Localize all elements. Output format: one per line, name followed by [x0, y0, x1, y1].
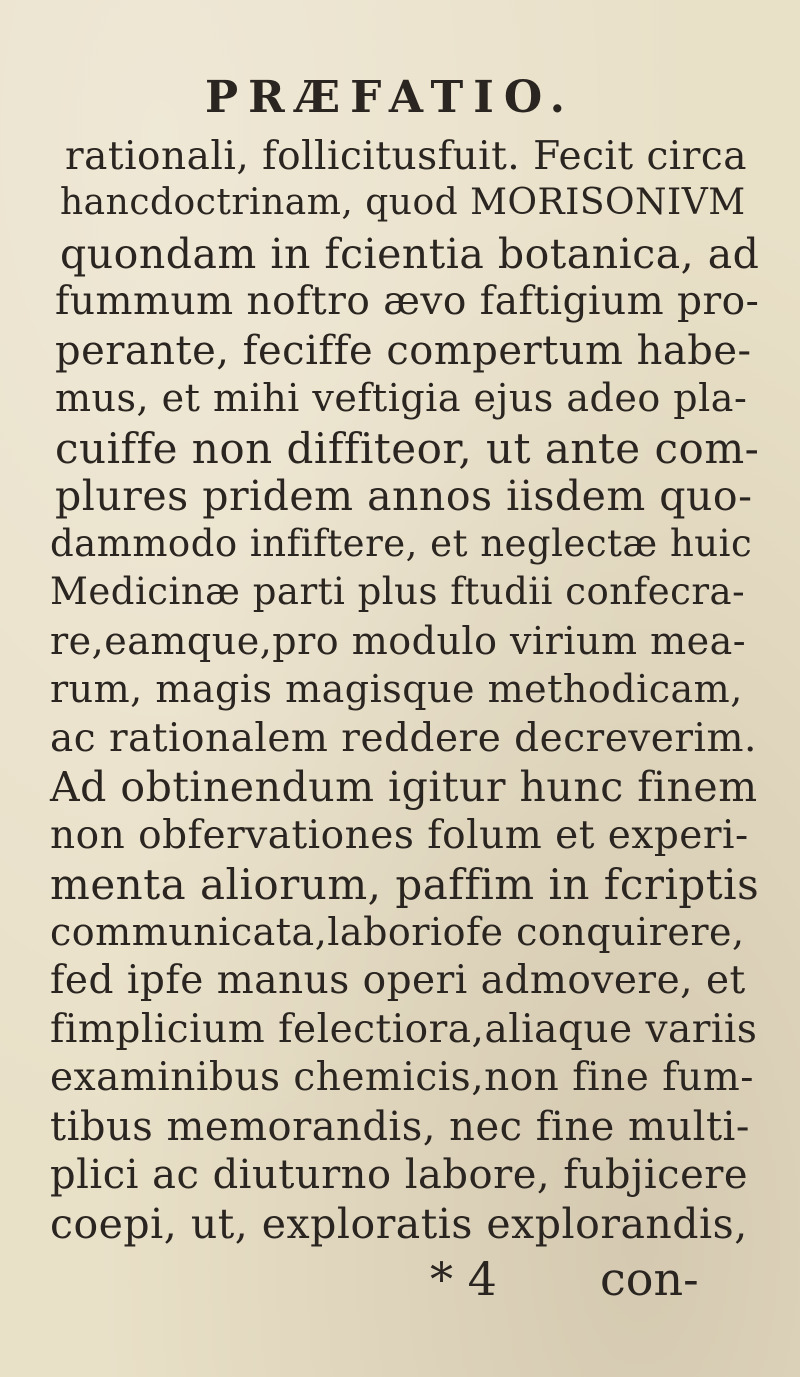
text-line: ac rationalem reddere decreverim. [50, 716, 757, 761]
text-line: fimplicium felectiora,aliaque variis [50, 1007, 758, 1052]
text-line: quondam in fcientia botanica, ad [60, 230, 760, 278]
text-line: non obfervationes folum et experi- [50, 813, 749, 858]
text-line: fummum noftro ævo faftigium pro- [55, 279, 760, 324]
signature-mark: * 4 [430, 1252, 497, 1306]
text-line: re,eamque,pro modulo virium mea- [50, 619, 747, 663]
text-line: fed ipfe manus operi admovere, et [50, 958, 746, 1003]
text-line: hancdoctrinam, quod MORISONIVM [60, 182, 746, 223]
text-line: rum, magis magisque methodicam, [50, 667, 743, 711]
text-line: examinibus chemicis,non fine fum- [50, 1055, 754, 1100]
text-line: communicata,laboriofe conquirere, [50, 910, 745, 954]
text-line: perante, feciffe compertum habe- [55, 328, 752, 374]
text-line: Medicinæ parti plus ftudii confecra- [50, 570, 746, 613]
text-line: Ad obtinendum igitur hunc finem [50, 763, 758, 811]
page-footer [0, 1252, 800, 1306]
text-line: mus, et mihi veftigia ejus adeo pla- [55, 376, 748, 420]
text-line: cuiffe non diffiteor, ut ante com- [55, 424, 760, 473]
text-line: dammodo infiftere, et neglectæ huic [50, 522, 753, 565]
text-line: rationali, follicitusfuit. Fecit circa [65, 134, 748, 179]
text-line: plures pridem annos iisdem quo- [55, 472, 753, 520]
text-line: tibus memorandis, nec fine multi- [50, 1104, 750, 1150]
text-line: coepi, ut, exploratis explorandis, [50, 1200, 748, 1248]
text-line: plici ac diuturno labore, fubjicere [50, 1152, 749, 1198]
text-line: menta aliorum, paffim in fcriptis [50, 860, 760, 909]
running-title: PRÆFATIO. [205, 72, 575, 123]
catchword: con- [600, 1252, 699, 1306]
